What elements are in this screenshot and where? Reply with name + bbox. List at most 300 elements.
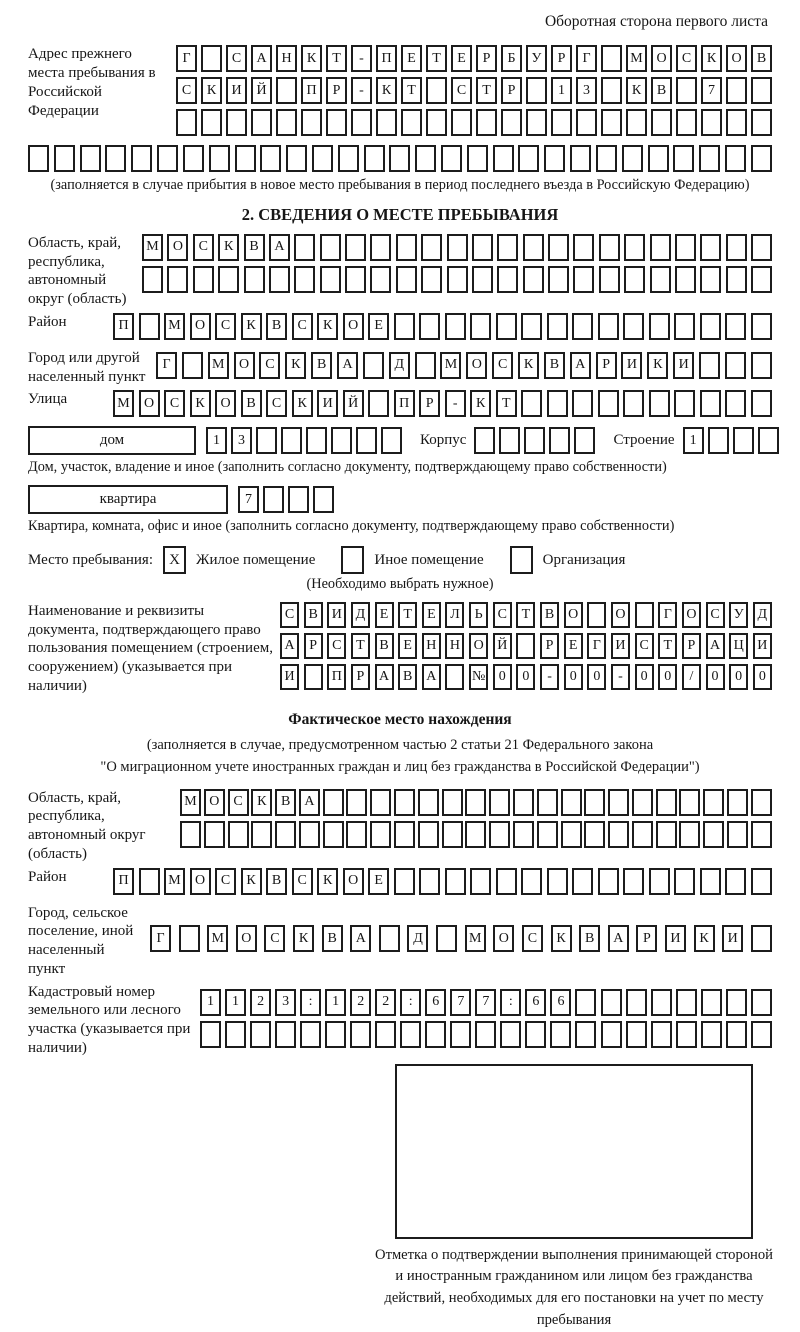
char-cell[interactable]: О xyxy=(466,352,487,379)
char-cell[interactable] xyxy=(281,427,302,454)
char-cell[interactable] xyxy=(601,989,622,1016)
char-cell[interactable] xyxy=(496,313,517,340)
char-cell[interactable] xyxy=(725,145,746,172)
char-cell[interactable]: № xyxy=(469,664,488,690)
char-cell[interactable]: О xyxy=(215,390,236,417)
char-cell[interactable] xyxy=(572,313,593,340)
char-cell[interactable]: С xyxy=(292,313,313,340)
char-cell[interactable]: Т xyxy=(326,45,347,72)
char-cell[interactable] xyxy=(376,109,397,136)
char-cell[interactable] xyxy=(623,868,644,895)
char-cell[interactable]: 7 xyxy=(238,486,259,513)
char-cell[interactable]: 1 xyxy=(200,989,221,1016)
char-cell[interactable] xyxy=(513,821,534,848)
char-cell[interactable] xyxy=(676,109,697,136)
char-cell[interactable] xyxy=(351,109,372,136)
char-cell[interactable]: П xyxy=(113,868,134,895)
char-cell[interactable] xyxy=(679,789,700,816)
char-cell[interactable]: Е xyxy=(398,633,417,659)
char-cell[interactable]: С xyxy=(215,868,236,895)
char-cell[interactable] xyxy=(700,234,721,261)
char-cell[interactable]: П xyxy=(394,390,415,417)
char-cell[interactable] xyxy=(346,821,367,848)
char-cell[interactable] xyxy=(537,789,558,816)
char-cell[interactable] xyxy=(396,234,417,261)
char-cell[interactable]: Т xyxy=(496,390,517,417)
char-cell[interactable]: 0 xyxy=(635,664,654,690)
char-cell[interactable] xyxy=(451,109,472,136)
char-cell[interactable]: К xyxy=(518,352,539,379)
char-cell[interactable] xyxy=(256,427,277,454)
char-cell[interactable] xyxy=(623,390,644,417)
char-cell[interactable]: М xyxy=(440,352,461,379)
char-cell[interactable]: Е xyxy=(368,868,389,895)
char-cell[interactable] xyxy=(193,266,214,293)
char-cell[interactable] xyxy=(275,821,296,848)
char-cell[interactable]: О xyxy=(190,868,211,895)
char-cell[interactable] xyxy=(338,145,359,172)
char-cell[interactable]: М xyxy=(113,390,134,417)
char-cell[interactable] xyxy=(228,821,249,848)
char-cell[interactable] xyxy=(182,352,203,379)
char-cell[interactable]: Р xyxy=(551,45,572,72)
char-cell[interactable] xyxy=(419,868,440,895)
char-cell[interactable] xyxy=(575,1021,596,1048)
char-cell[interactable] xyxy=(80,145,101,172)
char-cell[interactable] xyxy=(294,266,315,293)
char-cell[interactable]: А xyxy=(570,352,591,379)
char-cell[interactable] xyxy=(733,427,754,454)
char-cell[interactable]: К xyxy=(694,925,715,952)
char-cell[interactable] xyxy=(751,352,772,379)
char-cell[interactable] xyxy=(400,1021,421,1048)
char-cell[interactable] xyxy=(598,313,619,340)
char-cell[interactable] xyxy=(584,789,605,816)
char-cell[interactable] xyxy=(570,145,591,172)
char-cell[interactable] xyxy=(426,109,447,136)
char-cell[interactable] xyxy=(389,145,410,172)
char-cell[interactable]: Г xyxy=(156,352,177,379)
char-cell[interactable]: Р xyxy=(501,77,522,104)
char-cell[interactable] xyxy=(626,989,647,1016)
char-cell[interactable] xyxy=(601,77,622,104)
char-cell[interactable]: О xyxy=(682,602,701,628)
char-cell[interactable] xyxy=(624,234,645,261)
char-cell[interactable] xyxy=(394,313,415,340)
char-cell[interactable]: : xyxy=(300,989,321,1016)
char-cell[interactable]: О xyxy=(167,234,188,261)
char-cell[interactable]: К xyxy=(626,77,647,104)
char-cell[interactable]: В xyxy=(275,789,296,816)
char-cell[interactable] xyxy=(548,266,569,293)
stay-type-checkbox-organization[interactable] xyxy=(510,546,533,574)
char-cell[interactable]: К xyxy=(292,390,313,417)
char-cell[interactable] xyxy=(575,989,596,1016)
char-cell[interactable]: 6 xyxy=(425,989,446,1016)
char-cell[interactable] xyxy=(676,1021,697,1048)
char-cell[interactable]: Е xyxy=(451,45,472,72)
char-cell[interactable] xyxy=(320,234,341,261)
char-cell[interactable] xyxy=(475,1021,496,1048)
char-cell[interactable] xyxy=(313,486,334,513)
char-cell[interactable] xyxy=(651,1021,672,1048)
char-cell[interactable]: И xyxy=(753,633,772,659)
char-cell[interactable] xyxy=(204,821,225,848)
char-cell[interactable] xyxy=(269,266,290,293)
char-cell[interactable] xyxy=(157,145,178,172)
char-cell[interactable] xyxy=(493,145,514,172)
char-cell[interactable]: А xyxy=(706,633,725,659)
char-cell[interactable]: С xyxy=(266,390,287,417)
char-cell[interactable] xyxy=(209,145,230,172)
char-cell[interactable] xyxy=(651,109,672,136)
char-cell[interactable] xyxy=(472,266,493,293)
char-cell[interactable] xyxy=(622,145,643,172)
char-cell[interactable] xyxy=(306,427,327,454)
char-cell[interactable]: К xyxy=(241,313,262,340)
char-cell[interactable]: Т xyxy=(351,633,370,659)
char-cell[interactable] xyxy=(676,77,697,104)
char-cell[interactable]: С xyxy=(228,789,249,816)
char-cell[interactable] xyxy=(701,109,722,136)
char-cell[interactable]: В xyxy=(322,925,343,952)
char-cell[interactable]: 3 xyxy=(275,989,296,1016)
char-cell[interactable]: 0 xyxy=(729,664,748,690)
char-cell[interactable] xyxy=(751,868,772,895)
char-cell[interactable]: Д xyxy=(351,602,370,628)
char-cell[interactable] xyxy=(673,145,694,172)
char-cell[interactable]: В xyxy=(375,633,394,659)
char-cell[interactable]: О xyxy=(469,633,488,659)
char-cell[interactable] xyxy=(676,989,697,1016)
char-cell[interactable]: В xyxy=(244,234,265,261)
char-cell[interactable] xyxy=(751,109,772,136)
char-cell[interactable] xyxy=(701,1021,722,1048)
char-cell[interactable] xyxy=(726,109,747,136)
char-cell[interactable] xyxy=(244,266,265,293)
char-cell[interactable]: В xyxy=(651,77,672,104)
char-cell[interactable] xyxy=(323,789,344,816)
char-cell[interactable] xyxy=(751,266,772,293)
char-cell[interactable] xyxy=(345,266,366,293)
char-cell[interactable]: Т xyxy=(658,633,677,659)
char-cell[interactable] xyxy=(299,821,320,848)
char-cell[interactable] xyxy=(674,313,695,340)
char-cell[interactable] xyxy=(537,821,558,848)
char-cell[interactable] xyxy=(725,868,746,895)
char-cell[interactable]: К xyxy=(293,925,314,952)
char-cell[interactable] xyxy=(587,602,606,628)
char-cell[interactable] xyxy=(325,1021,346,1048)
char-cell[interactable]: Р xyxy=(351,664,370,690)
char-cell[interactable] xyxy=(675,234,696,261)
char-cell[interactable] xyxy=(700,390,721,417)
char-cell[interactable] xyxy=(442,789,463,816)
char-cell[interactable] xyxy=(276,109,297,136)
char-cell[interactable]: Р xyxy=(682,633,701,659)
char-cell[interactable]: 0 xyxy=(753,664,772,690)
char-cell[interactable]: Т xyxy=(516,602,535,628)
char-cell[interactable]: О xyxy=(204,789,225,816)
char-cell[interactable]: О xyxy=(234,352,255,379)
char-cell[interactable] xyxy=(331,427,352,454)
char-cell[interactable]: А xyxy=(375,664,394,690)
char-cell[interactable] xyxy=(139,313,160,340)
char-cell[interactable] xyxy=(419,313,440,340)
char-cell[interactable]: М xyxy=(164,868,185,895)
char-cell[interactable] xyxy=(751,145,772,172)
char-cell[interactable] xyxy=(574,427,595,454)
char-cell[interactable]: П xyxy=(376,45,397,72)
char-cell[interactable]: Г xyxy=(658,602,677,628)
char-cell[interactable]: - xyxy=(540,664,559,690)
char-cell[interactable]: С xyxy=(522,925,543,952)
char-cell[interactable]: С xyxy=(706,602,725,628)
char-cell[interactable] xyxy=(700,868,721,895)
char-cell[interactable] xyxy=(225,1021,246,1048)
char-cell[interactable] xyxy=(725,390,746,417)
char-cell[interactable] xyxy=(445,313,466,340)
char-cell[interactable] xyxy=(421,266,442,293)
char-cell[interactable]: Е xyxy=(564,633,583,659)
char-cell[interactable]: И xyxy=(665,925,686,952)
char-cell[interactable] xyxy=(548,234,569,261)
char-cell[interactable]: К xyxy=(317,313,338,340)
char-cell[interactable] xyxy=(450,1021,471,1048)
char-cell[interactable] xyxy=(294,234,315,261)
char-cell[interactable]: С xyxy=(280,602,299,628)
char-cell[interactable] xyxy=(573,266,594,293)
char-cell[interactable] xyxy=(651,989,672,1016)
char-cell[interactable] xyxy=(425,1021,446,1048)
char-cell[interactable] xyxy=(674,390,695,417)
char-cell[interactable]: С xyxy=(259,352,280,379)
char-cell[interactable] xyxy=(201,109,222,136)
char-cell[interactable]: П xyxy=(301,77,322,104)
char-cell[interactable] xyxy=(599,266,620,293)
char-cell[interactable] xyxy=(521,313,542,340)
char-cell[interactable] xyxy=(260,145,281,172)
char-cell[interactable] xyxy=(700,313,721,340)
char-cell[interactable] xyxy=(650,266,671,293)
char-cell[interactable] xyxy=(346,789,367,816)
char-cell[interactable] xyxy=(381,427,402,454)
char-cell[interactable]: С xyxy=(226,45,247,72)
char-cell[interactable]: : xyxy=(400,989,421,1016)
char-cell[interactable]: О xyxy=(190,313,211,340)
char-cell[interactable]: Р xyxy=(304,633,323,659)
char-cell[interactable] xyxy=(426,77,447,104)
char-cell[interactable] xyxy=(142,266,163,293)
char-cell[interactable] xyxy=(726,77,747,104)
char-cell[interactable] xyxy=(418,789,439,816)
char-cell[interactable]: Т xyxy=(401,77,422,104)
char-cell[interactable]: 1 xyxy=(325,989,346,1016)
char-cell[interactable] xyxy=(235,145,256,172)
char-cell[interactable] xyxy=(368,390,389,417)
char-cell[interactable] xyxy=(363,352,384,379)
char-cell[interactable] xyxy=(356,427,377,454)
char-cell[interactable] xyxy=(370,266,391,293)
char-cell[interactable] xyxy=(727,789,748,816)
char-cell[interactable] xyxy=(497,234,518,261)
char-cell[interactable] xyxy=(727,821,748,848)
char-cell[interactable] xyxy=(304,664,323,690)
char-cell[interactable] xyxy=(601,1021,622,1048)
char-cell[interactable] xyxy=(751,789,772,816)
char-cell[interactable]: М xyxy=(208,352,229,379)
char-cell[interactable]: О xyxy=(726,45,747,72)
char-cell[interactable]: 2 xyxy=(375,989,396,1016)
char-cell[interactable] xyxy=(675,266,696,293)
char-cell[interactable] xyxy=(584,821,605,848)
char-cell[interactable] xyxy=(608,789,629,816)
char-cell[interactable]: Е xyxy=(422,602,441,628)
char-cell[interactable] xyxy=(561,821,582,848)
char-cell[interactable] xyxy=(472,234,493,261)
char-cell[interactable]: К xyxy=(551,925,572,952)
char-cell[interactable] xyxy=(370,234,391,261)
char-cell[interactable] xyxy=(476,109,497,136)
char-cell[interactable] xyxy=(576,109,597,136)
char-cell[interactable] xyxy=(596,145,617,172)
char-cell[interactable]: А xyxy=(251,45,272,72)
char-cell[interactable] xyxy=(421,234,442,261)
char-cell[interactable] xyxy=(547,313,568,340)
char-cell[interactable] xyxy=(550,1021,571,1048)
char-cell[interactable] xyxy=(323,821,344,848)
char-cell[interactable]: В xyxy=(751,45,772,72)
char-cell[interactable]: 0 xyxy=(587,664,606,690)
char-cell[interactable]: Д xyxy=(407,925,428,952)
char-cell[interactable]: В xyxy=(540,602,559,628)
char-cell[interactable]: В xyxy=(579,925,600,952)
char-cell[interactable] xyxy=(288,486,309,513)
char-cell[interactable]: О xyxy=(564,602,583,628)
char-cell[interactable] xyxy=(726,989,747,1016)
char-cell[interactable] xyxy=(28,145,49,172)
char-cell[interactable]: К xyxy=(317,868,338,895)
char-cell[interactable] xyxy=(650,234,671,261)
stay-type-checkbox-residential[interactable]: X xyxy=(163,546,186,574)
char-cell[interactable]: В xyxy=(304,602,323,628)
char-cell[interactable]: Е xyxy=(401,45,422,72)
char-cell[interactable] xyxy=(648,145,669,172)
char-cell[interactable]: Е xyxy=(375,602,394,628)
char-cell[interactable]: Б xyxy=(501,45,522,72)
char-cell[interactable] xyxy=(521,868,542,895)
char-cell[interactable] xyxy=(751,234,772,261)
char-cell[interactable]: Й xyxy=(343,390,364,417)
char-cell[interactable]: К xyxy=(470,390,491,417)
char-cell[interactable] xyxy=(523,234,544,261)
char-cell[interactable] xyxy=(497,266,518,293)
stay-type-checkbox-other[interactable] xyxy=(341,546,364,574)
char-cell[interactable]: Р xyxy=(326,77,347,104)
char-cell[interactable]: 7 xyxy=(450,989,471,1016)
char-cell[interactable]: - xyxy=(351,45,372,72)
char-cell[interactable]: 2 xyxy=(350,989,371,1016)
char-cell[interactable]: Й xyxy=(493,633,512,659)
char-cell[interactable] xyxy=(624,266,645,293)
char-cell[interactable]: Д xyxy=(753,602,772,628)
char-cell[interactable] xyxy=(470,868,491,895)
char-cell[interactable]: О xyxy=(343,868,364,895)
char-cell[interactable] xyxy=(200,1021,221,1048)
char-cell[interactable] xyxy=(441,145,462,172)
char-cell[interactable] xyxy=(276,77,297,104)
char-cell[interactable] xyxy=(703,789,724,816)
char-cell[interactable] xyxy=(218,266,239,293)
char-cell[interactable] xyxy=(470,313,491,340)
house-type-box[interactable]: дом xyxy=(28,426,196,455)
char-cell[interactable] xyxy=(375,1021,396,1048)
char-cell[interactable]: 7 xyxy=(701,77,722,104)
char-cell[interactable] xyxy=(547,868,568,895)
char-cell[interactable] xyxy=(379,925,400,952)
char-cell[interactable]: О xyxy=(139,390,160,417)
char-cell[interactable] xyxy=(699,145,720,172)
char-cell[interactable] xyxy=(179,925,200,952)
char-cell[interactable] xyxy=(465,789,486,816)
char-cell[interactable]: 6 xyxy=(550,989,571,1016)
char-cell[interactable] xyxy=(626,109,647,136)
char-cell[interactable]: Р xyxy=(476,45,497,72)
char-cell[interactable]: С xyxy=(292,868,313,895)
char-cell[interactable]: О xyxy=(236,925,257,952)
char-cell[interactable]: О xyxy=(611,602,630,628)
char-cell[interactable]: К xyxy=(201,77,222,104)
char-cell[interactable]: Г xyxy=(176,45,197,72)
char-cell[interactable]: Й xyxy=(251,77,272,104)
char-cell[interactable] xyxy=(601,109,622,136)
char-cell[interactable]: Г xyxy=(587,633,606,659)
char-cell[interactable]: В xyxy=(241,390,262,417)
char-cell[interactable]: И xyxy=(611,633,630,659)
char-cell[interactable]: / xyxy=(682,664,701,690)
char-cell[interactable]: П xyxy=(113,313,134,340)
char-cell[interactable]: К xyxy=(251,789,272,816)
char-cell[interactable]: В xyxy=(266,868,287,895)
char-cell[interactable] xyxy=(751,821,772,848)
char-cell[interactable] xyxy=(131,145,152,172)
char-cell[interactable] xyxy=(513,789,534,816)
char-cell[interactable]: Р xyxy=(596,352,617,379)
char-cell[interactable] xyxy=(499,427,520,454)
char-cell[interactable]: И xyxy=(621,352,642,379)
char-cell[interactable] xyxy=(708,427,729,454)
char-cell[interactable] xyxy=(300,1021,321,1048)
char-cell[interactable]: И xyxy=(673,352,694,379)
char-cell[interactable] xyxy=(501,109,522,136)
char-cell[interactable] xyxy=(301,109,322,136)
char-cell[interactable]: У xyxy=(526,45,547,72)
char-cell[interactable]: 1 xyxy=(551,77,572,104)
char-cell[interactable] xyxy=(489,789,510,816)
char-cell[interactable]: С xyxy=(164,390,185,417)
char-cell[interactable] xyxy=(758,427,779,454)
char-cell[interactable]: М xyxy=(142,234,163,261)
char-cell[interactable] xyxy=(500,1021,521,1048)
char-cell[interactable] xyxy=(394,868,415,895)
char-cell[interactable]: К xyxy=(241,868,262,895)
char-cell[interactable]: Р xyxy=(540,633,559,659)
char-cell[interactable] xyxy=(180,821,201,848)
char-cell[interactable]: С xyxy=(215,313,236,340)
char-cell[interactable]: Р xyxy=(419,390,440,417)
char-cell[interactable]: 0 xyxy=(516,664,535,690)
char-cell[interactable] xyxy=(345,234,366,261)
